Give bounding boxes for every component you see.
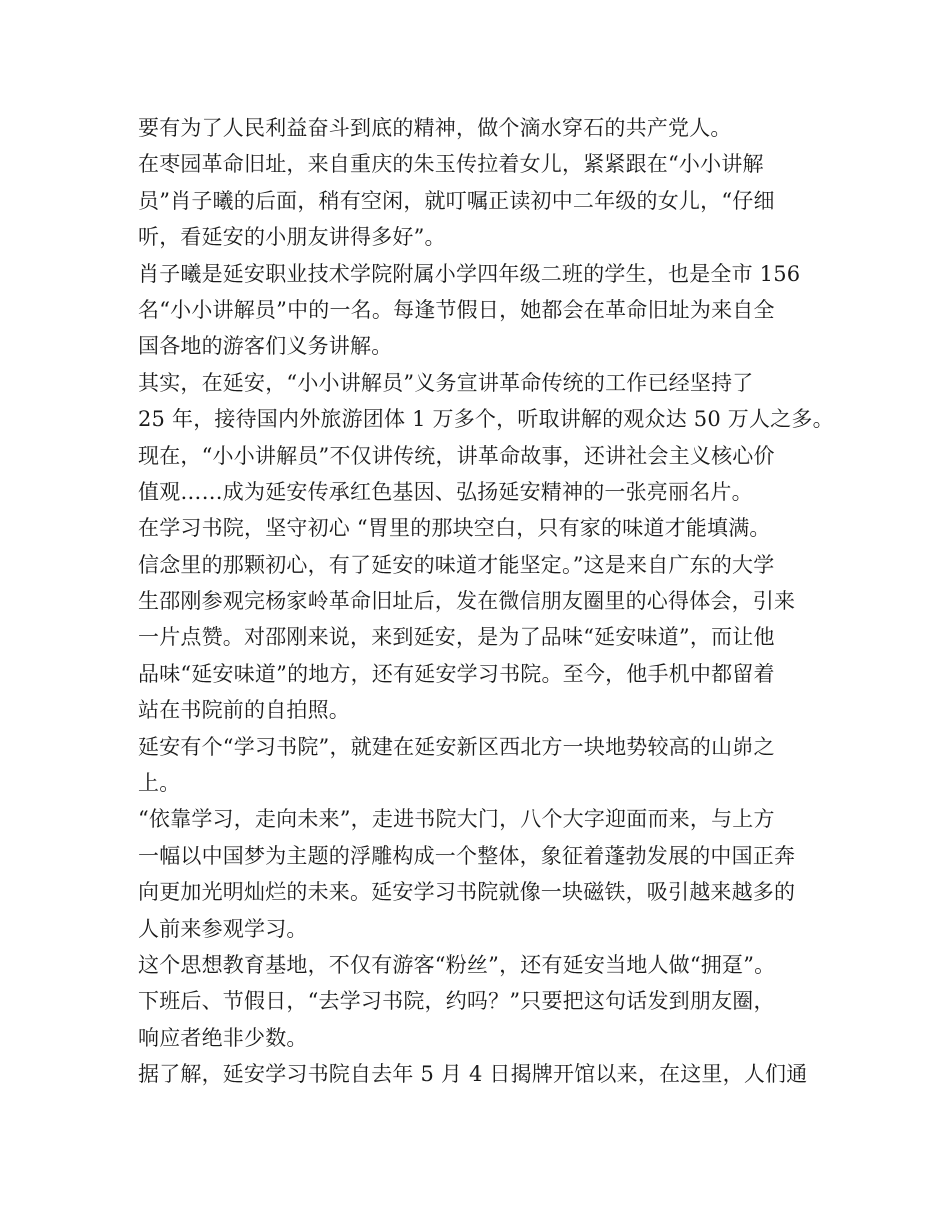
article-body [138, 110, 834, 1093]
text-line: 名“小小讲解员”中的一名。每逢节假日，她都会在革命旧址为来自全 [138, 297, 775, 322]
text-line: 肖子曦是延安职业技术学院附属小学四年级二班的学生，也是全市 156 [138, 261, 801, 286]
text-line: 这个思想教育基地，不仅有游客“粉丝”，还有延安当地人做“拥趸”。 [138, 952, 776, 977]
text-line: 25 年，接待国内外旅游团体 1 万多个，听取讲解的观众达 50 万人之多。 [138, 407, 834, 432]
text-line: 信念里的那颗初心，有了延安的味道才能坚定。”这是来自广东的大学 [138, 552, 775, 577]
text-line: 延安有个“学习书院”，就建在延安新区西北方一块地势较高的山峁之 [138, 734, 775, 759]
text-line: 一幅以中国梦为主题的浮雕构成一个整体，象征着蓬勃发展的中国正奔 [138, 843, 796, 868]
text-line: 下班后、节假日，“去学习书院，约吗？”只要把这句话发到朋友圈， [138, 989, 775, 1014]
text-line: 在枣园革命旧址，来自重庆的朱玉传拉着女儿，紧紧跟在“小小讲解 [138, 152, 764, 177]
text-line: 上。 [138, 771, 181, 796]
text-line: 听，看延安的小朋友讲得多好”。 [138, 225, 446, 250]
text-line: 在学习书院，坚守初心 “胃里的那块空白，只有家的味道才能填满。 [138, 516, 771, 541]
text-line: 一片点赞。对邵刚来说，来到延安，是为了品味“延安味道”，而让他 [138, 625, 775, 650]
text-line: 据了解，延安学习书院自去年 5 月 4 日揭牌开馆以来，在这里，人们通 [138, 1062, 808, 1087]
text-line: 现在，“小小讲解员”不仅讲传统，讲革命故事，还讲社会主义核心价 [138, 443, 775, 468]
text-line: 其实，在延安，“小小讲解员”义务宣讲革命传统的工作已经坚持了 [138, 370, 754, 395]
text-line: 响应者绝非少数。 [138, 1025, 308, 1050]
text-line: 员”肖子曦的后面，稍有空闲，就叮嘱正读初中二年级的女儿，“仔细 [138, 188, 775, 213]
text-line: 站在书院前的自拍照。 [138, 698, 350, 723]
text-line: 品味“延安味道”的地方，还有延安学习书院。至今，他手机中都留着 [138, 661, 775, 686]
text-line: 国各地的游客们义务讲解。 [138, 334, 393, 359]
text-line: 人前来参观学习。 [138, 916, 308, 941]
text-line: 值观……成为延安传承红色基因、弘扬延安精神的一张亮丽名片。 [138, 479, 753, 504]
text-line: 要有为了人民利益奋斗到底的精神，做个滴水穿石的共产党人。 [138, 116, 732, 140]
text-line: 向更加光明灿烂的未来。延安学习书院就像一块磁铁，吸引越来越多的 [138, 880, 796, 905]
text-line: 生邵刚参观完杨家岭革命旧址后，发在微信朋友圈里的心得体会，引来 [138, 589, 796, 614]
text-line: “依靠学习，走向未来”，走进书院大门，八个大字迎面而来，与上方 [138, 807, 775, 832]
